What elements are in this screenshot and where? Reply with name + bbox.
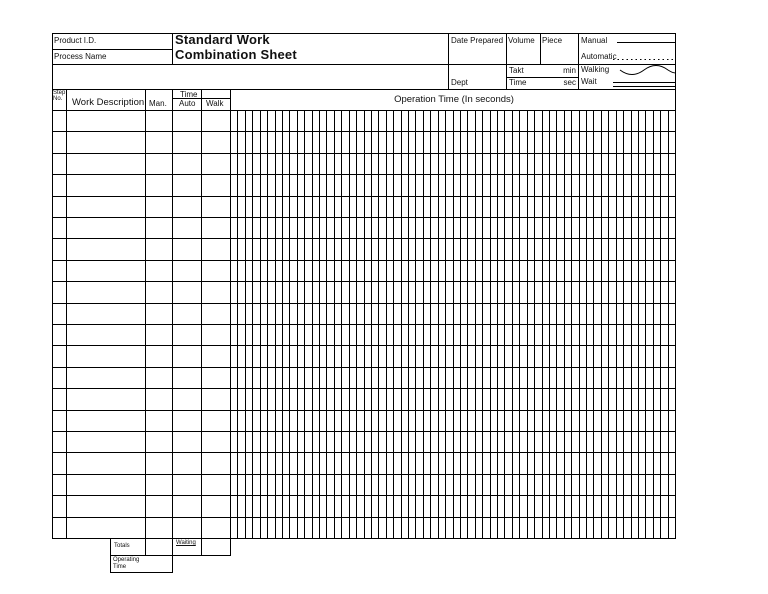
operating-time-label-1: Operating bbox=[113, 557, 140, 563]
work-description-header: Work Description bbox=[72, 97, 145, 108]
operating-time-label-2: Time bbox=[113, 564, 127, 570]
dept-label: Dept bbox=[451, 78, 468, 87]
date-prepared-label: Date Prepared bbox=[451, 36, 504, 45]
time-header: Time bbox=[180, 90, 198, 99]
sheet-title-line-2: Combination Sheet bbox=[175, 47, 297, 62]
product-id-label: Product I.D. bbox=[54, 36, 97, 45]
legend-walking-label: Walking bbox=[581, 65, 610, 74]
waiting-label: Waiting bbox=[176, 540, 196, 546]
legend-manual-label: Manual bbox=[581, 36, 608, 45]
piece-label: Piece bbox=[542, 36, 563, 45]
totals-label: Totals bbox=[114, 543, 130, 549]
takt-time-label: Time bbox=[509, 78, 527, 87]
sheet-title-line-1: Standard Work bbox=[175, 32, 270, 47]
walk-time-header: Walk bbox=[206, 99, 224, 108]
volume-label: Volume bbox=[508, 36, 535, 45]
operation-time-header: Operation Time (In seconds) bbox=[394, 94, 514, 105]
min-label: min bbox=[563, 66, 576, 75]
walking-legend-wave bbox=[620, 66, 676, 75]
auto-time-header: Auto bbox=[179, 99, 196, 108]
legend-automatic-label: Automatic bbox=[581, 52, 617, 61]
step-no-header: Step No. bbox=[53, 90, 66, 102]
manual-time-header: Man. bbox=[149, 99, 167, 108]
legend-wait-label: Wait bbox=[581, 77, 597, 86]
process-name-label: Process Name bbox=[54, 52, 107, 61]
sec-label: sec bbox=[563, 78, 576, 87]
takt-label: Takt bbox=[509, 66, 524, 75]
